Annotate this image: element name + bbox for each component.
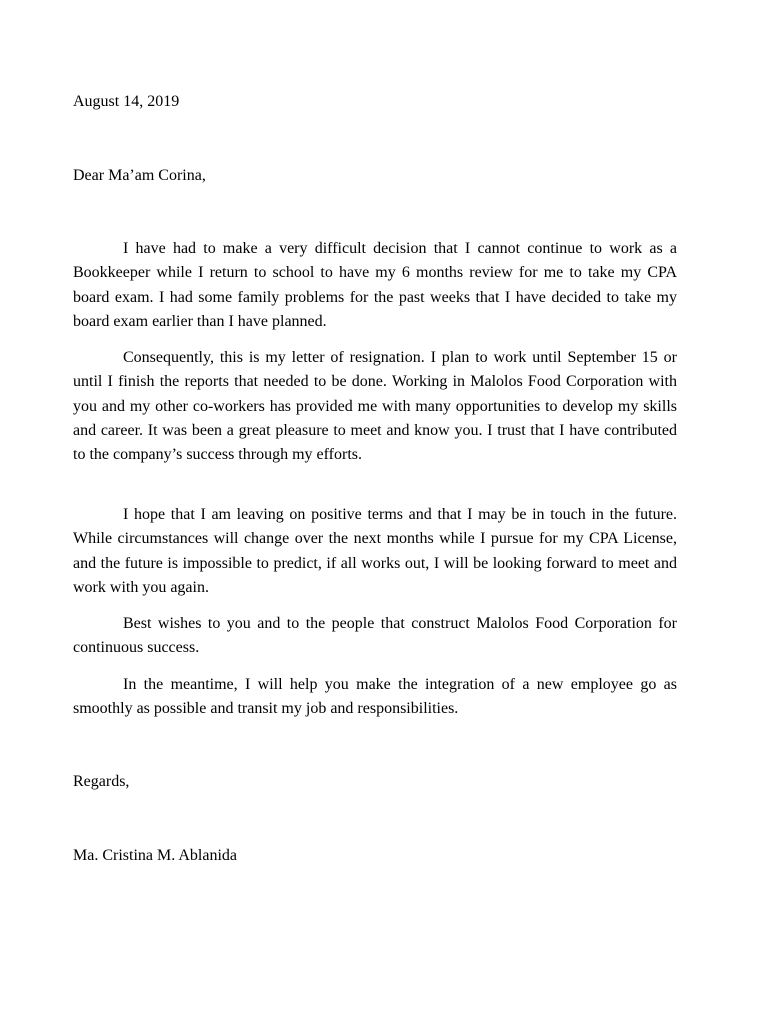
- letter-closing: Regards,: [73, 773, 130, 790]
- letter-signature: Ma. Cristina M. Ablanida: [73, 847, 237, 864]
- body-paragraph-1: I have had to make a very difficult decision that I cannot continue to work as a Bookkeeper while I return to school to have my 6 months review for me to take my CPA board exam. I had some family problems for the past weeks that I have decided to take my board exam earlier than I have planned.: [73, 240, 677, 330]
- body-paragraph-4: Best wishes to you and to the people that construct Malolos Food Corporation for continuous success.: [73, 615, 677, 657]
- letter-date: August 14, 2019: [73, 93, 180, 110]
- body-paragraph-5: In the meantime, I will help you make the integration of a new employee go as smoothly as possible and transit my job and responsibilities.: [73, 676, 677, 718]
- body-paragraph-3: I hope that I am leaving on positive terms and that I may be in touch in the future. While circumstances will change over the next months while I pursue for my CPA License, and the future is impossible to predict, if all works out, I will be looking forward to meet and work with you again.: [73, 506, 677, 596]
- letter-salutation: Dear Ma’am Corina,: [73, 167, 206, 184]
- body-paragraph-2: Consequently, this is my letter of resignation. I plan to work until September 15 or until I finish the reports that needed to be done. Working in Malolos Food Corporation with you and my other co-workers has provided me with many opportunities to develop my skills and career. It was been a great pleasure to meet and know you. I trust that I have contributed to the company’s success through my efforts.: [73, 349, 677, 464]
